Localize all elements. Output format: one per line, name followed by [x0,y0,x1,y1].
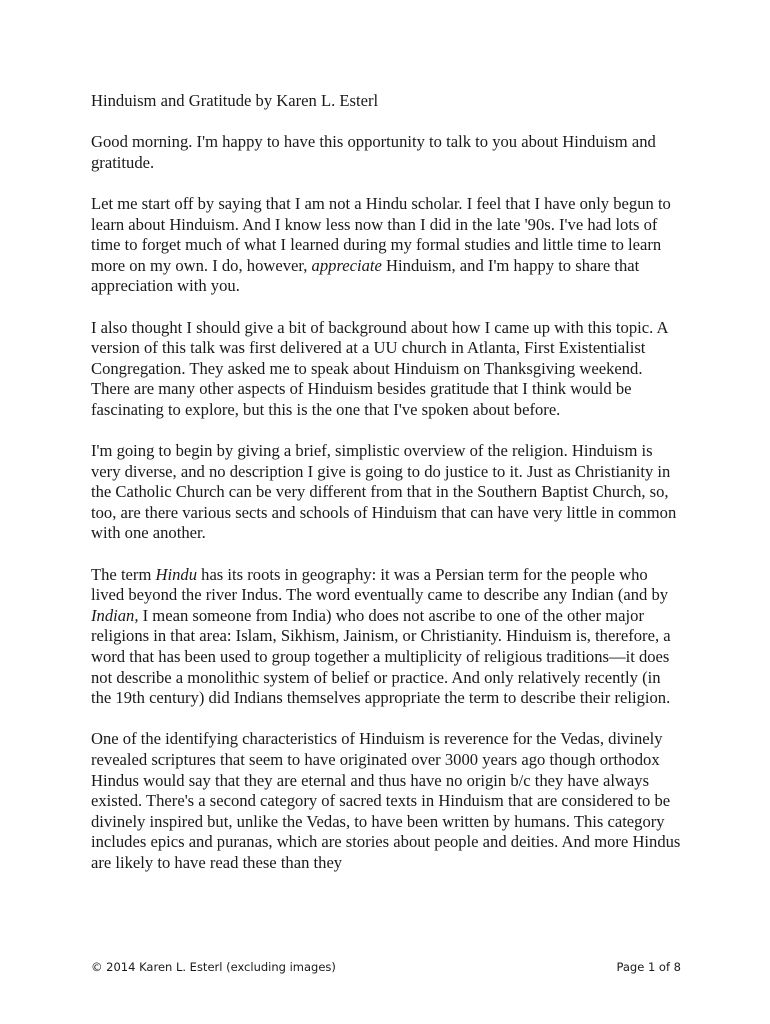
paragraph-text: One of the identifying characteristics of Hinduism is reverence for the Vedas, divinely revealed scriptures that seem to have originated over 3000 years ago though orthodox Hindus would say that they are eternal and thus have no origin b/c they have always existed. There's a second category of sacred texts in Hinduism that are considered to be divinely inspired but, unlike the Vedas, to have been written by humans. This category includes epics and puranas, which are stories about people and deities. And more Hindus are likely to have read these than they [91,729,681,872]
paragraph-1 [91,132,681,173]
document-body [91,91,681,894]
paragraph-6 [91,729,681,873]
paragraph-5 [91,565,681,709]
paragraph-text: has its roots in geography: it was a Persian term for the people who lived beyond the river Indus. The word eventually came to describe any Indian (and by [91,564,669,605]
page-footer [91,960,681,974]
paragraph-text: Good morning. I'm happy to have this opportunity to talk to you about Hinduism and gratitude. [91,132,656,172]
paragraph-text: I also thought I should give a bit of background about how I came up with this topic. A version of this talk was first delivered at a UU church in Atlanta, First Existentialist Congregation. They asked me to speak about Hinduism on Thanksgiving weekend. There are many other aspects of Hinduism besides gratitude that I think would be fascinating to explore, but this is the one that I've spoken about before. [91,317,668,419]
italic-text: appreciate [311,255,382,275]
document-title: Hinduism and Gratitude by Karen L. Esterl [91,91,379,110]
italic-text: Hindu [155,564,197,584]
paragraph-text: I mean someone from India) who does not ascribe to one of the other major religions in that area: Islam, Sikhism, Jainism, or Christianity. Hinduism is, therefore, a word that has been used to group together a multiplicity of religious traditions—it does not describe a monolithic system of belief or practice. And only relatively recently (in the 19th century) did Indians themselves appropriate the term to describe their religion. [91,605,671,708]
paragraph-text: I'm going to begin by giving a brief, simplistic overview of the religion. Hinduism is very diverse, and no description I give is going to do justice to it. Just as Christianity in the Catholic Church can be very different from that in the Southern Baptist Church, so, too, are there various sects and schools of Hinduism that can have very little in common with one another. [91,441,677,543]
copyright-notice: © 2014 Karen L. Esterl (excluding images) [91,960,336,974]
paragraph-4 [91,441,681,544]
paragraph-3 [91,318,681,421]
paragraph-2 [91,194,681,297]
paragraph-text: The term [91,564,156,584]
paragraph-text: Hinduism, and I'm happy to share that appreciation with you. [91,255,640,296]
paragraph-text: Let me start off by saying that I am not a Hindu scholar. I feel that I have only begun to learn about Hinduism. And I know less now than I did in the late '90s. I've had lots of time to forget much of what I learned during my formal studies and little time to learn more on my own. I do, however, [91,193,671,275]
italic-text: Indian, [91,605,139,625]
page-number: Page 1 of 8 [616,960,681,974]
